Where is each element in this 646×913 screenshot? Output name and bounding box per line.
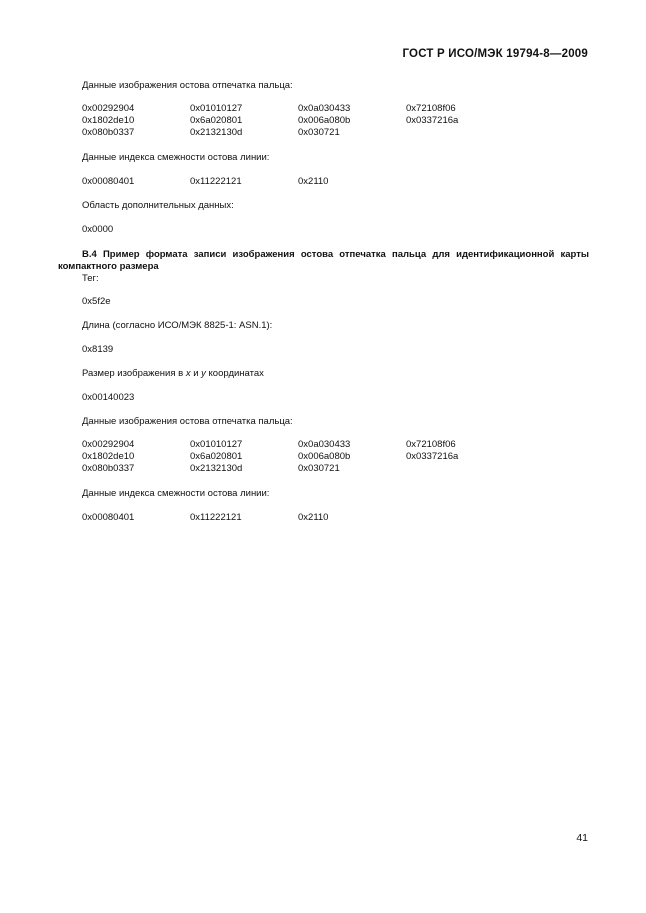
image-size-label-and: и (193, 368, 199, 379)
skeleton-data-table (82, 439, 514, 475)
hex-value: 0x00292904 (82, 103, 135, 114)
tag-value: 0x5f2e (82, 296, 111, 307)
table-row (82, 103, 514, 115)
section-heading: В.4 Пример формата записи изображения остова отпечатка пальца для идентификационной карты компактного размера (58, 249, 589, 272)
page-number: 41 (576, 832, 588, 844)
length-label: Длина (согласно ИСО/МЭК 8825-1: ASN.1): (82, 320, 273, 331)
table-row (82, 451, 514, 463)
skeleton-data-label: Данные изображения остова отпечатка пальца: (82, 416, 293, 427)
image-size-label-suffix: координатах (208, 368, 264, 379)
hex-value: 0x080b0337 (82, 127, 135, 138)
hex-value: 0x00080401 (82, 176, 135, 187)
hex-value: 0x006a080b (298, 115, 351, 126)
hex-value: 0x00080401 (82, 512, 135, 523)
hex-value (406, 127, 514, 139)
hex-value: 0x6a020801 (190, 115, 243, 126)
adjacency-index-label: Данные индекса смежности остова линии: (82, 488, 270, 499)
hex-value: 0x0a030433 (298, 439, 351, 450)
hex-value: 0x080b0337 (82, 463, 135, 474)
extra-data-label: Область дополнительных данных: (82, 200, 234, 211)
table-row (82, 463, 514, 475)
hex-value: 0x72108f06 (406, 439, 456, 450)
skeleton-data-label: Данные изображения остова отпечатка пальца: (82, 80, 293, 91)
adjacency-index-values (82, 176, 406, 188)
extra-data-value: 0x0000 (82, 224, 114, 235)
skeleton-data-table (82, 103, 514, 139)
adjacency-index-values (82, 512, 406, 524)
hex-value: 0x030721 (298, 127, 340, 138)
hex-value: 0x1802de10 (82, 115, 135, 126)
hex-value: 0x72108f06 (406, 103, 456, 114)
hex-value: 0x01010127 (190, 439, 243, 450)
hex-value: 0x2132130d (190, 127, 243, 138)
image-size-label (82, 368, 264, 379)
hex-value: 0x0a030433 (298, 103, 351, 114)
table-row (82, 176, 406, 188)
hex-value: 0x2110 (298, 176, 329, 187)
hex-value: 0x006a080b (298, 451, 351, 462)
table-row (82, 512, 406, 524)
tag-label: Тег: (82, 273, 99, 284)
length-value: 0x8139 (82, 344, 114, 355)
image-size-label-prefix: Размер изображения в (82, 368, 184, 379)
hex-value: 0x2110 (298, 512, 329, 523)
table-row (82, 127, 514, 139)
hex-value: 0x030721 (298, 463, 340, 474)
hex-value (406, 463, 514, 475)
hex-value: 0x0337216a (406, 115, 459, 126)
standard-header: ГОСТ Р ИСО/МЭК 19794-8—2009 (402, 48, 588, 60)
hex-value: 0x1802de10 (82, 451, 135, 462)
table-row (82, 439, 514, 451)
hex-value: 0x6a020801 (190, 451, 243, 462)
adjacency-index-label: Данные индекса смежности остова линии: (82, 152, 270, 163)
y-symbol: y (201, 368, 206, 379)
hex-value: 0x01010127 (190, 103, 243, 114)
hex-value: 0x00292904 (82, 439, 135, 450)
table-row (82, 115, 514, 127)
image-size-value: 0x00140023 (82, 392, 135, 403)
x-symbol: x (185, 368, 191, 379)
hex-value: 0x2132130d (190, 463, 243, 474)
hex-value: 0x11222121 (190, 176, 242, 187)
hex-value: 0x11222121 (190, 512, 242, 523)
hex-value: 0x0337216a (406, 451, 459, 462)
